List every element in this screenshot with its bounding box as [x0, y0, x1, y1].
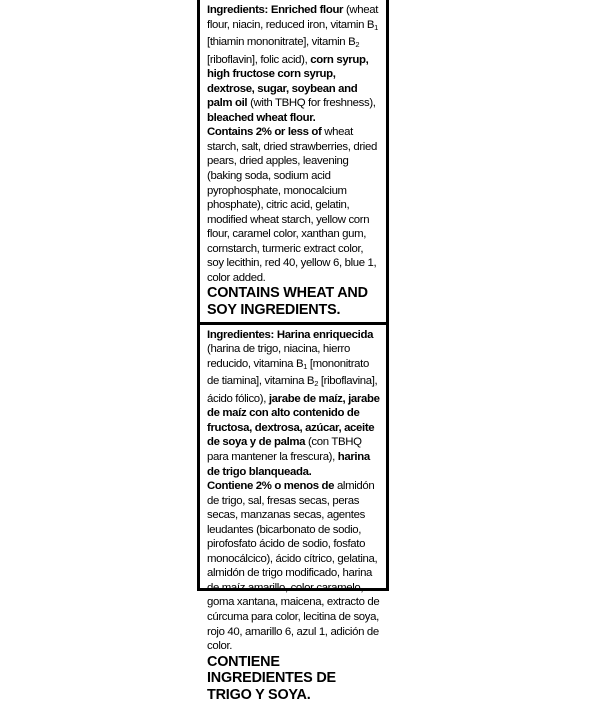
english-ingredients-body	[207, 4, 378, 124]
vitamin-subscript: 1	[303, 361, 308, 371]
english-ingredients-heading: Ingredients:	[207, 4, 268, 16]
ingredient-text: (con TBHQ para mantener la frescura),	[207, 436, 362, 463]
ingredient-text: almidón de trigo, sal, fresas secas, peras secas, manzanas secas, agentes leudantes (bicarbonato de sodio, pirofosfato ácido de sodio, fosfato monocálcico), ácido cítrico, gelatina, almidón de trigo modificado, harina de maíz amarillo, color caramelo, goma xantana, maicena, extracto de cúrcuma para color, lecitina de soya, rojo 40, amarillo 6, azul 1, adición de color.	[207, 480, 380, 653]
ingredient-text: (with TBHQ for freshness),	[247, 97, 376, 110]
english-ingredients-text	[207, 3, 382, 285]
english-allergen-statement: CONTAINS WHEAT AND SOY INGREDIENTS.	[207, 285, 368, 318]
ingredient-text: [riboflavin], folic acid),	[207, 53, 311, 66]
language-divider	[200, 322, 386, 325]
english-ingredients-paragraph	[207, 4, 378, 124]
vitamin-subscript: 2	[314, 379, 319, 389]
spanish-ingredients-section	[207, 328, 382, 703]
bold-ingredient-text: bleached wheat flour.	[207, 111, 316, 124]
english-ingredients-section	[207, 3, 382, 319]
bold-ingredient-text: Contiene 2% o menos de	[207, 480, 335, 493]
ingredients-label-panel	[197, 0, 389, 703]
ingredient-text: [riboflavina], ácido fólico),	[207, 375, 378, 405]
english-minor-ingredients-paragraph	[207, 126, 377, 283]
ingredient-text: [thiamin mononitrate], vitamin B	[207, 36, 356, 49]
spanish-ingredients-body	[207, 329, 380, 478]
ingredient-text: (harina de trigo, niacina, hierro reducido, vitamina B	[207, 343, 350, 370]
ingredient-text: [mononitrato de tiamina], vitamina B	[207, 357, 369, 388]
ingredient-text: (wheat flour, niacin, reduced iron, vitamin B	[207, 4, 379, 31]
bold-ingredient-text: jarabe de maíz, jarabe de maíz con alto contenido de fructosa, dextrosa, azúcar, aceite de soya y de palma	[207, 392, 380, 449]
spanish-ingredients-text	[207, 328, 382, 654]
spanish-ingredients-paragraph	[207, 329, 380, 478]
ingredient-text: wheat starch, salt, dried strawberries, dried pears, dried apples, leavening (baking soda, sodium acid pyrophosphate, monocalcium phosphate), citric acid, gelatin, modified wheat starch, yellow corn flour, caramel color, xanthan gum, cornstarch, turmeric extract color, soy lecithin, red 40, yellow 6, blue 1, color added.	[207, 126, 377, 284]
bold-ingredient-text: corn syrup, high fructose corn syrup, dextrose, sugar, soybean and palm oil	[207, 53, 369, 110]
bold-ingredient-text: harina de trigo blanqueada.	[207, 450, 370, 478]
bold-ingredient-text: Contains 2% or less of	[207, 126, 322, 139]
vitamin-subscript: 1	[374, 22, 378, 32]
spanish-minor-ingredients-paragraph	[207, 480, 379, 652]
vitamin-subscript: 2	[355, 40, 360, 50]
bold-ingredient-text: Harina enriquecida	[276, 328, 374, 341]
spanish-ingredients-heading: Ingredientes:	[207, 328, 274, 341]
bold-ingredient-text: Enriched flour	[270, 4, 344, 16]
spanish-allergen-statement: CONTIENE INGREDIENTES DE TRIGO Y SOYA.	[207, 653, 336, 703]
